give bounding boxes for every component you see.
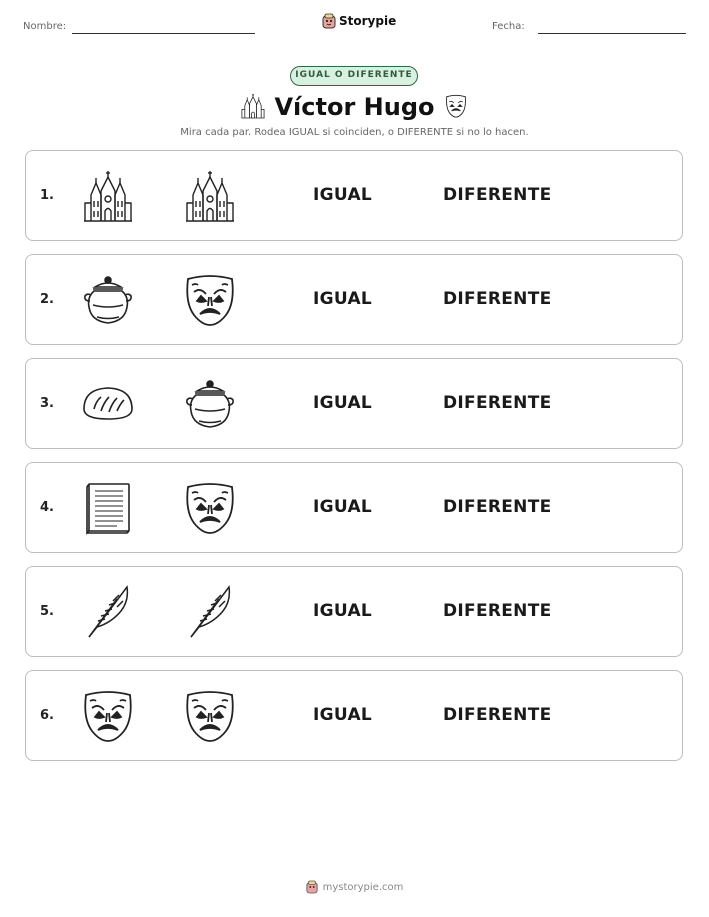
footer [0, 880, 709, 894]
storypie-mascot-icon [322, 13, 336, 29]
name-label: Nombre: [23, 21, 67, 32]
storypie-mascot-icon [306, 880, 318, 894]
diferente-option[interactable]: DIFERENTE [443, 393, 552, 413]
question-row-2 [25, 254, 683, 345]
question-row-6 [25, 670, 683, 761]
bread-icon [81, 377, 135, 431]
brand-name: Storypie [339, 14, 397, 28]
theater-mask-icon [183, 481, 237, 535]
theater-mask-icon [444, 92, 468, 124]
question-row-3 [25, 358, 683, 449]
quill-icon [81, 585, 135, 639]
diferente-option[interactable]: DIFERENTE [443, 497, 552, 517]
cathedral-icon [183, 169, 237, 223]
date-label: Fecha: [492, 21, 525, 32]
theater-mask-icon [183, 273, 237, 327]
diferente-option[interactable]: DIFERENTE [443, 289, 552, 309]
pot-icon [81, 273, 135, 327]
quill-icon [183, 585, 237, 639]
question-number: 5. [40, 604, 54, 619]
question-number: 6. [40, 708, 54, 723]
igual-option[interactable]: IGUAL [313, 497, 373, 517]
igual-option[interactable]: IGUAL [313, 601, 373, 621]
igual-option[interactable]: IGUAL [313, 393, 373, 413]
instructions: Mira cada par. Rodea IGUAL si coinciden, o DIFERENTE si no lo hacen. [180, 127, 529, 138]
name-field-line[interactable] [72, 33, 255, 34]
cathedral-icon [81, 169, 135, 223]
diferente-option[interactable]: DIFERENTE [443, 185, 552, 205]
theater-mask-icon [81, 689, 135, 743]
question-number: 2. [40, 292, 54, 307]
brand-logo [322, 13, 396, 29]
diferente-option[interactable]: DIFERENTE [443, 601, 552, 621]
diferente-option[interactable]: DIFERENTE [443, 705, 552, 725]
question-number: 1. [40, 188, 54, 203]
pot-icon [183, 377, 237, 431]
question-row-4 [25, 462, 683, 553]
question-row-1 [25, 150, 683, 241]
question-number: 4. [40, 500, 54, 515]
question-number: 3. [40, 396, 54, 411]
theater-mask-icon [183, 689, 237, 743]
igual-option[interactable]: IGUAL [313, 185, 373, 205]
date-field-line[interactable] [538, 33, 686, 34]
question-row-5 [25, 566, 683, 657]
igual-option[interactable]: IGUAL [313, 705, 373, 725]
page-title: Víctor Hugo [274, 93, 435, 121]
footer-url[interactable]: mystorypie.com [322, 881, 404, 893]
igual-option[interactable]: IGUAL [313, 289, 373, 309]
activity-badge: IGUAL O DIFERENTE [290, 66, 418, 86]
book-icon [81, 481, 135, 535]
